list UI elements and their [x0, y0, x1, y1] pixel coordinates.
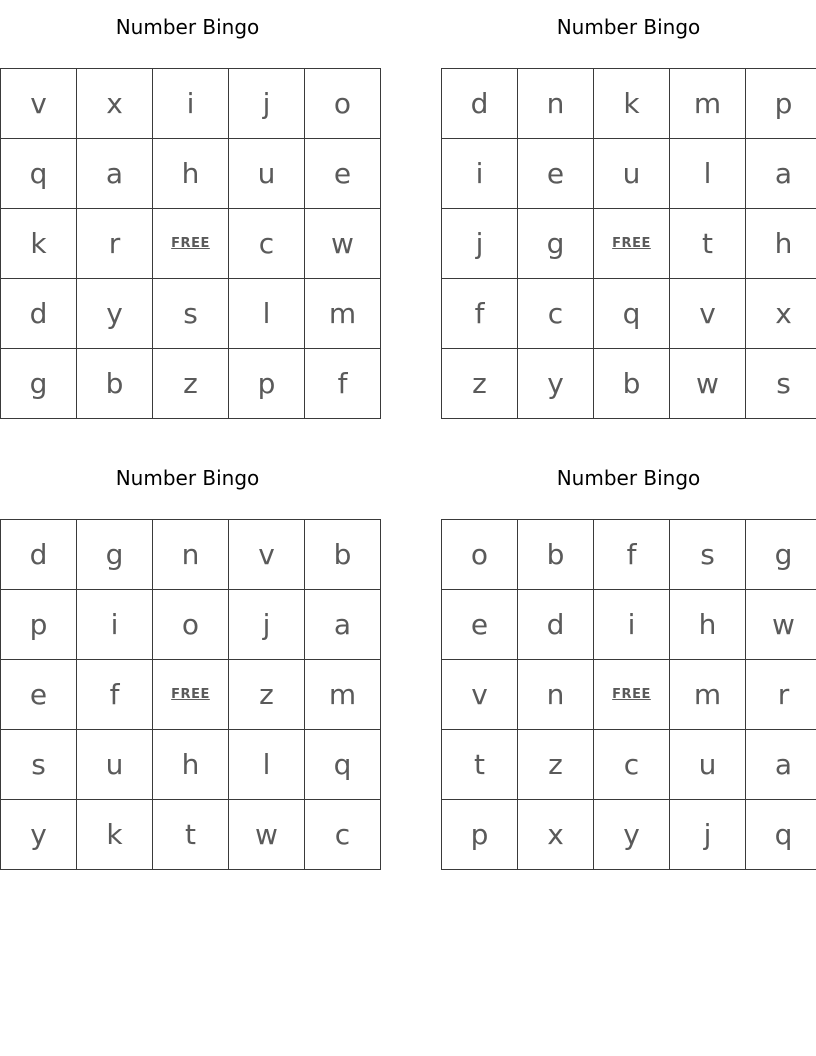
bingo-cell: i [77, 590, 153, 660]
bingo-cell: p [229, 349, 305, 419]
bingo-cell: z [442, 349, 518, 419]
bingo-cell: w [746, 590, 816, 660]
free-space-cell: FREE [594, 660, 670, 730]
bingo-cell: g [746, 520, 816, 590]
bingo-cell: z [229, 660, 305, 730]
bingo-grid [0, 519, 381, 870]
bingo-cell: x [746, 279, 816, 349]
bingo-cell: p [442, 800, 518, 870]
bingo-cell: a [305, 590, 381, 660]
bingo-grid [441, 519, 816, 870]
grid-row [1, 139, 381, 209]
bingo-cell: h [670, 590, 746, 660]
free-space-cell: FREE [153, 660, 229, 730]
bingo-cell: n [153, 520, 229, 590]
bingo-cell: q [305, 730, 381, 800]
bingo-cell: c [518, 279, 594, 349]
bingo-cell: o [305, 69, 381, 139]
bingo-cell: n [518, 69, 594, 139]
bingo-cell: x [77, 69, 153, 139]
bingo-cell: j [229, 69, 305, 139]
bingo-cell: m [670, 660, 746, 730]
grid-row [442, 349, 816, 419]
bingo-grid [441, 68, 816, 419]
bingo-cell: w [229, 800, 305, 870]
bingo-cell: a [746, 730, 816, 800]
bingo-cell: b [594, 349, 670, 419]
bingo-cell: x [518, 800, 594, 870]
bingo-cell: b [305, 520, 381, 590]
bingo-cell: s [670, 520, 746, 590]
grid-row [1, 69, 381, 139]
bingo-cell: l [670, 139, 746, 209]
bingo-cell: l [229, 279, 305, 349]
grid-row [442, 279, 816, 349]
bingo-cell: q [1, 139, 77, 209]
bingo-cell: v [442, 660, 518, 730]
bingo-cell: r [746, 660, 816, 730]
bingo-cell: j [442, 209, 518, 279]
bingo-cell: i [442, 139, 518, 209]
free-space-cell: FREE [594, 209, 670, 279]
bingo-cell: l [229, 730, 305, 800]
bingo-cell: d [1, 279, 77, 349]
bingo-cell: i [594, 590, 670, 660]
bingo-cell: k [77, 800, 153, 870]
bingo-cell: c [229, 209, 305, 279]
grid-row [1, 590, 381, 660]
bingo-cell: v [670, 279, 746, 349]
card-title: Number Bingo [115, 15, 260, 39]
bingo-cell: c [594, 730, 670, 800]
bingo-cell: h [746, 209, 816, 279]
grid-row [442, 730, 816, 800]
bingo-cell: f [442, 279, 518, 349]
bingo-cell: u [670, 730, 746, 800]
card-title: Number Bingo [556, 15, 701, 39]
bingo-cell: m [305, 279, 381, 349]
bingo-cell: j [670, 800, 746, 870]
bingo-cell: y [1, 800, 77, 870]
grid-row [442, 139, 816, 209]
bingo-cell: e [305, 139, 381, 209]
bingo-cell: h [153, 139, 229, 209]
bingo-cell: a [77, 139, 153, 209]
bingo-cell: d [1, 520, 77, 590]
bingo-cell: e [518, 139, 594, 209]
bingo-grid [0, 68, 381, 419]
grid-row [442, 69, 816, 139]
bingo-cell: t [153, 800, 229, 870]
bingo-cell: e [442, 590, 518, 660]
bingo-cell: m [670, 69, 746, 139]
bingo-cell: u [229, 139, 305, 209]
bingo-cell: y [518, 349, 594, 419]
bingo-cell: w [670, 349, 746, 419]
grid-row [1, 279, 381, 349]
bingo-cell: o [153, 590, 229, 660]
bingo-cell: c [305, 800, 381, 870]
bingo-cell: o [442, 520, 518, 590]
grid-row [1, 800, 381, 870]
bingo-card-3 [0, 464, 375, 870]
bingo-cell: h [153, 730, 229, 800]
bingo-cell: y [77, 279, 153, 349]
grid-row [1, 349, 381, 419]
bingo-cell: d [442, 69, 518, 139]
bingo-cell: w [305, 209, 381, 279]
bingo-cell: j [229, 590, 305, 660]
bingo-cell: v [1, 69, 77, 139]
bingo-cell: u [77, 730, 153, 800]
bingo-cell: q [746, 800, 816, 870]
grid-row [1, 209, 381, 279]
grid-row [442, 590, 816, 660]
free-space-cell: FREE [153, 209, 229, 279]
bingo-cell: m [305, 660, 381, 730]
bingo-cell: s [746, 349, 816, 419]
bingo-cell: e [1, 660, 77, 730]
bingo-cell: r [77, 209, 153, 279]
bingo-card-2 [441, 13, 816, 419]
bingo-cell: p [746, 69, 816, 139]
bingo-cell: b [77, 349, 153, 419]
bingo-cell: g [77, 520, 153, 590]
bingo-cell: k [1, 209, 77, 279]
bingo-cell: a [746, 139, 816, 209]
bingo-cell: s [153, 279, 229, 349]
bingo-cell: b [518, 520, 594, 590]
grid-row [1, 520, 381, 590]
bingo-cell: u [594, 139, 670, 209]
bingo-cell: f [594, 520, 670, 590]
bingo-cell: f [77, 660, 153, 730]
bingo-cell: t [670, 209, 746, 279]
bingo-cell: i [153, 69, 229, 139]
card-title: Number Bingo [556, 466, 701, 490]
grid-row [442, 209, 816, 279]
bingo-cell: n [518, 660, 594, 730]
grid-row [442, 520, 816, 590]
bingo-cell: z [518, 730, 594, 800]
bingo-cell: q [594, 279, 670, 349]
bingo-cell: t [442, 730, 518, 800]
bingo-cell: z [153, 349, 229, 419]
bingo-card-1 [0, 13, 375, 419]
grid-row [442, 800, 816, 870]
bingo-cell: k [594, 69, 670, 139]
grid-row [1, 660, 381, 730]
grid-row [442, 660, 816, 730]
card-title: Number Bingo [115, 466, 260, 490]
bingo-cell: f [305, 349, 381, 419]
bingo-cell: g [518, 209, 594, 279]
bingo-cell: y [594, 800, 670, 870]
bingo-cell: s [1, 730, 77, 800]
bingo-cell: g [1, 349, 77, 419]
bingo-cell: d [518, 590, 594, 660]
bingo-cell: p [1, 590, 77, 660]
bingo-cell: v [229, 520, 305, 590]
grid-row [1, 730, 381, 800]
bingo-card-4 [441, 464, 816, 870]
